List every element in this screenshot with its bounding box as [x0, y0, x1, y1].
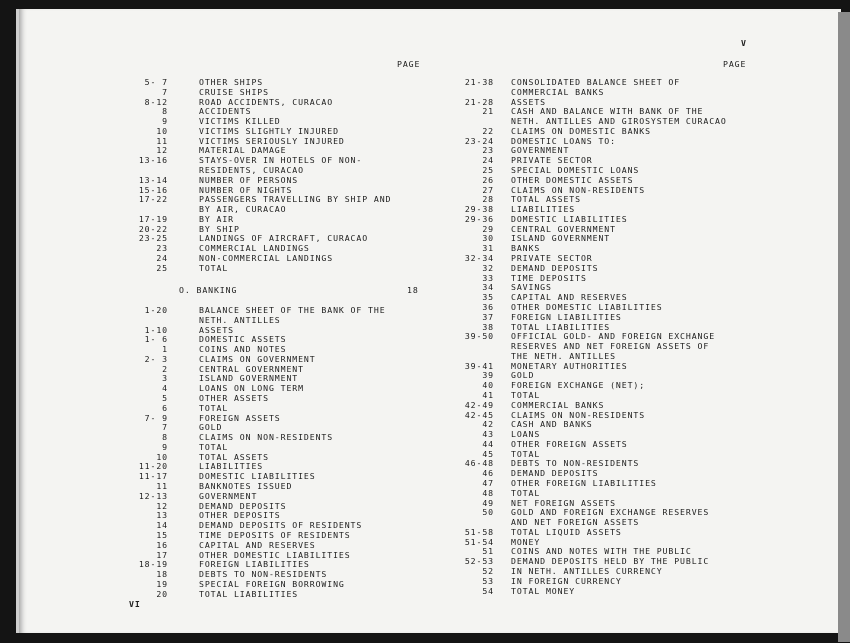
toc-entry-number: 29 [482, 223, 494, 234]
toc-entry-number: 35 [482, 292, 494, 303]
toc-entry-title: VICTIMS KILLED [199, 116, 281, 127]
toc-entry-title: PRIVATE SECTOR [511, 253, 593, 264]
toc-entry-title: DEMAND DEPOSITS OF RESIDENTS [199, 520, 363, 531]
toc-entry-title: IN NETH. ANTILLES CURRENCY [511, 566, 663, 576]
toc-entry-number: 15-16 [138, 184, 168, 195]
toc-entry-title: NON-COMMERCIAL LANDINGS [199, 253, 334, 264]
toc-entry-title: LIABILITIES [199, 461, 264, 472]
toc-entry-title: RESIDENTS, CURACAO [199, 165, 304, 176]
toc-entry-title: SPECIAL FOREIGN BORROWING [199, 578, 345, 589]
toc-entry-number: 45 [482, 448, 494, 459]
toc-entry-number: 34 [482, 282, 494, 293]
toc-entry-title: COMMERCIAL BANKS [511, 86, 605, 97]
toc-entry-number: 24 [156, 253, 168, 264]
toc-entry-number: 23-25 [138, 233, 168, 244]
toc-entry-number: 20 [156, 588, 168, 599]
toc-entry-title: NUMBER OF NIGHTS [199, 184, 293, 195]
toc-entry-number: 13-14 [138, 174, 168, 185]
toc-entry-number: 23 [156, 243, 168, 254]
toc-entry-title: CLAIMS ON NON-RESIDENTS [511, 409, 646, 420]
toc-entry-number: 39 [482, 370, 494, 381]
toc-entry-number: 10 [156, 451, 168, 462]
toc-entry-number: 51-54 [464, 536, 494, 547]
toc-entry-title: BY SHIP [199, 223, 240, 234]
toc-entry-title: TOTAL [511, 487, 541, 498]
toc-entry-title: DEMAND DEPOSITS HELD BY THE PUBLIC [511, 556, 710, 567]
toc-entry-number: 29-36 [464, 213, 494, 224]
toc-entry-title: DEMAND DEPOSITS [511, 468, 599, 479]
toc-entry-title: FOREIGN EXCHANGE (NET); [511, 380, 646, 391]
page-number-roman-top: V [741, 38, 747, 48]
toc-entry-title: BANKNOTES ISSUED [199, 481, 293, 492]
toc-entry-title: ISLAND GOVERNMENT [199, 373, 299, 384]
toc-entry-number: 39-50 [464, 331, 494, 342]
toc-entry-number: 17 [156, 549, 168, 560]
toc-entry-number: 36 [482, 301, 494, 312]
toc-entry-number: 24 [482, 155, 494, 166]
toc-entry-number: 17-22 [138, 194, 168, 205]
toc-entry-number: 2- 3 [144, 353, 168, 364]
toc-entry-title: FOREIGN LIABILITIES [511, 311, 622, 322]
toc-entry-title: TOTAL LIQUID ASSETS [511, 526, 622, 537]
toc-entry-number: 12-13 [138, 490, 168, 501]
toc-entry-title: MONETARY AUTHORITIES [511, 360, 628, 371]
toc-entry-number: 9 [162, 116, 168, 127]
toc-entry-title: NETH. ANTILLES [199, 314, 281, 325]
toc-entry-number: 7 [162, 422, 168, 433]
toc-entry-title: DEMAND DEPOSITS [511, 262, 599, 273]
toc-entry-title: AND NET FOREIGN ASSETS [511, 517, 640, 528]
toc-entry-title: FOREIGN LIABILITIES [199, 559, 310, 570]
toc-entry-number: 39-41 [464, 360, 494, 371]
toc-entry-number: 46 [482, 468, 494, 479]
right-page-header: PAGE [723, 59, 747, 69]
toc-entry-number: 12 [156, 500, 168, 511]
toc-entry-title: GOLD [511, 370, 535, 381]
toc-entry-title: TIME DEPOSITS OF RESIDENTS [199, 529, 351, 540]
toc-entry-title: COMMERCIAL LANDINGS [199, 243, 310, 254]
toc-entry-number: 43 [482, 429, 494, 440]
toc-entry-title: TOTAL [199, 262, 229, 273]
toc-entry-title: DOMESTIC LIABILITIES [511, 213, 628, 224]
section-page-banking: 18 [407, 285, 419, 295]
toc-entry-number: 7 [162, 86, 168, 97]
toc-entry-title: DEMAND DEPOSITS [199, 500, 287, 511]
toc-entry-title: CLAIMS ON DOMESTIC BANKS [511, 125, 651, 136]
toc-entry-number: 1- 6 [144, 334, 168, 345]
toc-entry-title: OTHER FOREIGN LIABILITIES [511, 477, 657, 488]
toc-entry-title: PASSENGERS TRAVELLING BY SHIP AND [199, 194, 392, 205]
toc-entry-number: 13 [156, 510, 168, 521]
toc-entry-number: 5 [162, 393, 168, 404]
toc-entry-number: 14 [156, 520, 168, 531]
left-page-header: PAGE [397, 59, 421, 69]
toc-entry-title: MATERIAL DAMAGE [199, 145, 287, 156]
toc-entry-number: 19 [156, 578, 168, 589]
toc-entry-title: ISLAND GOVERNMENT [511, 233, 611, 244]
toc-entry-title: OTHER DOMESTIC LIABILITIES [511, 301, 663, 312]
toc-entry-title: ROAD ACCIDENTS, CURACAO [199, 96, 334, 107]
toc-entry-title: ASSETS [199, 324, 234, 335]
toc-entry-number: 11 [156, 135, 168, 146]
toc-entry-number: 50 [482, 507, 494, 518]
toc-entry-title: CLAIMS ON GOVERNMENT [199, 353, 316, 364]
toc-entry-title: DEBTS TO NON-RESIDENTS [511, 458, 640, 469]
toc-entry-number: 5- 7 [144, 77, 168, 87]
toc-entry-number: 52 [482, 566, 494, 576]
toc-entry-number: 26 [482, 174, 494, 185]
toc-entry-title: LANDINGS OF AIRCRAFT, CURACAO [199, 233, 369, 244]
toc-entry-title: ASSETS [511, 96, 546, 107]
toc-entry-title: COINS AND NOTES WITH THE PUBLIC [511, 546, 692, 557]
toc-entry-title: BALANCE SHEET OF THE BANK OF THE [199, 305, 386, 315]
toc-entry-number: 11-20 [138, 461, 168, 472]
toc-entry-title: BANKS [511, 243, 541, 254]
toc-entry-number: 42-45 [464, 409, 494, 420]
toc-entry-title: COINS AND NOTES [199, 344, 287, 355]
toc-entry-title: OTHER ASSETS [199, 393, 269, 404]
toc-entry-title: TOTAL LIABILITIES [511, 321, 611, 332]
toc-entry-title: TOTAL [199, 441, 229, 452]
toc-entry-title: DOMESTIC LOANS TO: [511, 135, 616, 146]
toc-entry-number: 31 [482, 243, 494, 254]
toc-entry-title: CLAIMS ON NON-RESIDENTS [199, 432, 334, 443]
toc-entry-title: LOANS [511, 429, 541, 440]
toc-entry-number: 21-38 [464, 77, 494, 87]
toc-entry-title: CENTRAL GOVERNMENT [511, 223, 616, 234]
toc-entry-number: 32-34 [464, 253, 494, 264]
toc-entry-title: TOTAL [511, 448, 541, 459]
toc-entry-title: GOLD [199, 422, 223, 433]
toc-entry-number: 9 [162, 441, 168, 452]
toc-entry-title: TOTAL [511, 389, 541, 400]
toc-entry-title: OFFICIAL GOLD- AND FOREIGN EXCHANGE [511, 331, 716, 342]
toc-entry-number: 25 [156, 262, 168, 273]
toc-entry-title: CENTRAL GOVERNMENT [199, 363, 304, 374]
toc-entry-title: VICTIMS SERIOUSLY INJURED [199, 135, 345, 146]
section-title-banking: O. BANKING [179, 285, 238, 295]
toc-entry-number: 3 [162, 373, 168, 384]
toc-entry-number: 22 [482, 125, 494, 136]
toc-entry-number: 27 [482, 184, 494, 195]
toc-entry-title: LIABILITIES [511, 204, 576, 215]
toc-entry-number: 28 [482, 194, 494, 205]
toc-entry-number: 51-58 [464, 526, 494, 537]
toc-entry-number: 54 [482, 585, 494, 596]
toc-entry-title: TOTAL MONEY [511, 585, 576, 596]
toc-entry-number: 41 [482, 389, 494, 400]
toc-entry-title: CASH AND BALANCE WITH BANK OF THE [511, 106, 704, 117]
toc-entry-number: 15 [156, 529, 168, 540]
toc-entry-title: CASH AND BANKS [511, 419, 593, 430]
toc-entry-number: 13-16 [138, 155, 168, 166]
toc-entry-number: 29-38 [464, 204, 494, 215]
toc-entry-number: 23 [482, 145, 494, 156]
toc-entry-number: 12 [156, 145, 168, 156]
page-number-roman-bottom: VI [129, 599, 141, 609]
toc-entry-number: 21 [482, 106, 494, 117]
toc-entry-title: SAVINGS [511, 282, 552, 293]
toc-entry-title: TOTAL LIABILITIES [199, 588, 299, 599]
toc-entry-number: 25 [482, 165, 494, 176]
toc-entry-title: MONEY [511, 536, 541, 547]
toc-entry-number: 38 [482, 321, 494, 332]
toc-entry-number: 18 [156, 569, 168, 580]
toc-entry-title: NETH. ANTILLES AND GIROSYSTEM CURACAO [511, 116, 727, 127]
toc-entry-title: OTHER SHIPS [199, 77, 264, 87]
toc-entry-number: 8 [162, 106, 168, 117]
toc-entry-number: 20-22 [138, 223, 168, 234]
toc-entry-title: GOLD AND FOREIGN EXCHANGE RESERVES [511, 507, 710, 518]
toc-entry-number: 49 [482, 497, 494, 508]
toc-entry-title: BY AIR [199, 213, 234, 224]
toc-entry-number: 53 [482, 575, 494, 586]
toc-entry-title: TOTAL ASSETS [511, 194, 581, 205]
toc-entry-number: 1 [162, 344, 168, 355]
toc-entry-number: 23-24 [464, 135, 494, 146]
toc-entry-title: FOREIGN ASSETS [199, 412, 281, 423]
toc-entry-title: LOANS ON LONG TERM [199, 383, 304, 394]
toc-entry-number: 48 [482, 487, 494, 498]
toc-entry-number: 21-28 [464, 96, 494, 107]
toc-entry-number: 1-10 [144, 324, 168, 335]
toc-entry-number: 42-49 [464, 399, 494, 410]
toc-entry-title: TOTAL ASSETS [199, 451, 269, 462]
toc-entry-number: 46-48 [464, 458, 494, 469]
toc-entry-title: IN FOREIGN CURRENCY [511, 575, 622, 586]
toc-entry-number: 42 [482, 419, 494, 430]
toc-entry-number: 32 [482, 262, 494, 273]
toc-entry-title: RESERVES AND NET FOREIGN ASSETS OF [511, 341, 710, 352]
toc-entry-number: 11 [156, 481, 168, 492]
toc-entry-number: 11-17 [138, 471, 168, 482]
toc-entry-title: CRUISE SHIPS [199, 86, 269, 97]
toc-entry-title: GOVERNMENT [511, 145, 570, 156]
toc-entry-title: CAPITAL AND RESERVES [511, 292, 628, 303]
toc-entry-number: 8 [162, 432, 168, 443]
toc-entry-title: OTHER DEPOSITS [199, 510, 281, 521]
toc-entry-title: CONSOLIDATED BALANCE SHEET OF [511, 77, 681, 87]
toc-entry-number: 30 [482, 233, 494, 244]
toc-entry-title: CAPITAL AND RESERVES [199, 539, 316, 550]
toc-entry-number: 10 [156, 125, 168, 136]
toc-entry-title: OTHER FOREIGN ASSETS [511, 438, 628, 449]
toc-entry-title: COMMERCIAL BANKS [511, 399, 605, 410]
toc-entry-number: 16 [156, 539, 168, 550]
toc-entry-number: 2 [162, 363, 168, 374]
toc-entry-number: 1-20 [144, 305, 168, 315]
toc-entry-title: OTHER DOMESTIC ASSETS [511, 174, 634, 185]
toc-entry-number: 6 [162, 402, 168, 413]
toc-entry-number: 18-19 [138, 559, 168, 570]
toc-entry-number: 7- 9 [144, 412, 168, 423]
toc-entry-title: SPECIAL DOMESTIC LOANS [511, 165, 640, 176]
toc-entry-title: TOTAL [199, 402, 229, 413]
toc-entry-title: BY AIR, CURACAO [199, 204, 287, 215]
toc-entry-title: DEBTS TO NON-RESIDENTS [199, 569, 328, 580]
toc-entry-number: 37 [482, 311, 494, 322]
toc-entry-title: NET FOREIGN ASSETS [511, 497, 616, 508]
toc-entry-title: VICTIMS SLIGHTLY INJURED [199, 125, 339, 136]
toc-entry-title: DOMESTIC ASSETS [199, 334, 287, 345]
toc-entry-title: PRIVATE SECTOR [511, 155, 593, 166]
toc-entry-title: NUMBER OF PERSONS [199, 174, 299, 185]
toc-entry-title: STAYS-OVER IN HOTELS OF NON- [199, 155, 363, 166]
toc-entry-number: 17-19 [138, 213, 168, 224]
scanned-page [16, 9, 841, 633]
page-edge [838, 12, 850, 642]
toc-entry-title: CLAIMS ON NON-RESIDENTS [511, 184, 646, 195]
toc-entry-number: 33 [482, 272, 494, 283]
toc-entry-number: 8-12 [144, 96, 168, 107]
toc-entry-title: ACCIDENTS [199, 106, 252, 117]
toc-entry-title: OTHER DOMESTIC LIABILITIES [199, 549, 351, 560]
toc-entry-number: 40 [482, 380, 494, 391]
toc-entry-title: TIME DEPOSITS [511, 272, 587, 283]
toc-entry-title: THE NETH. ANTILLES [511, 350, 616, 361]
toc-entry-title: GOVERNMENT [199, 490, 258, 501]
toc-entry-title: DOMESTIC LIABILITIES [199, 471, 316, 482]
toc-entry-number: 51 [482, 546, 494, 557]
toc-entry-number: 47 [482, 477, 494, 488]
toc-entry-number: 52-53 [464, 556, 494, 567]
toc-entry-number: 44 [482, 438, 494, 449]
toc-entry-number: 4 [162, 383, 168, 394]
